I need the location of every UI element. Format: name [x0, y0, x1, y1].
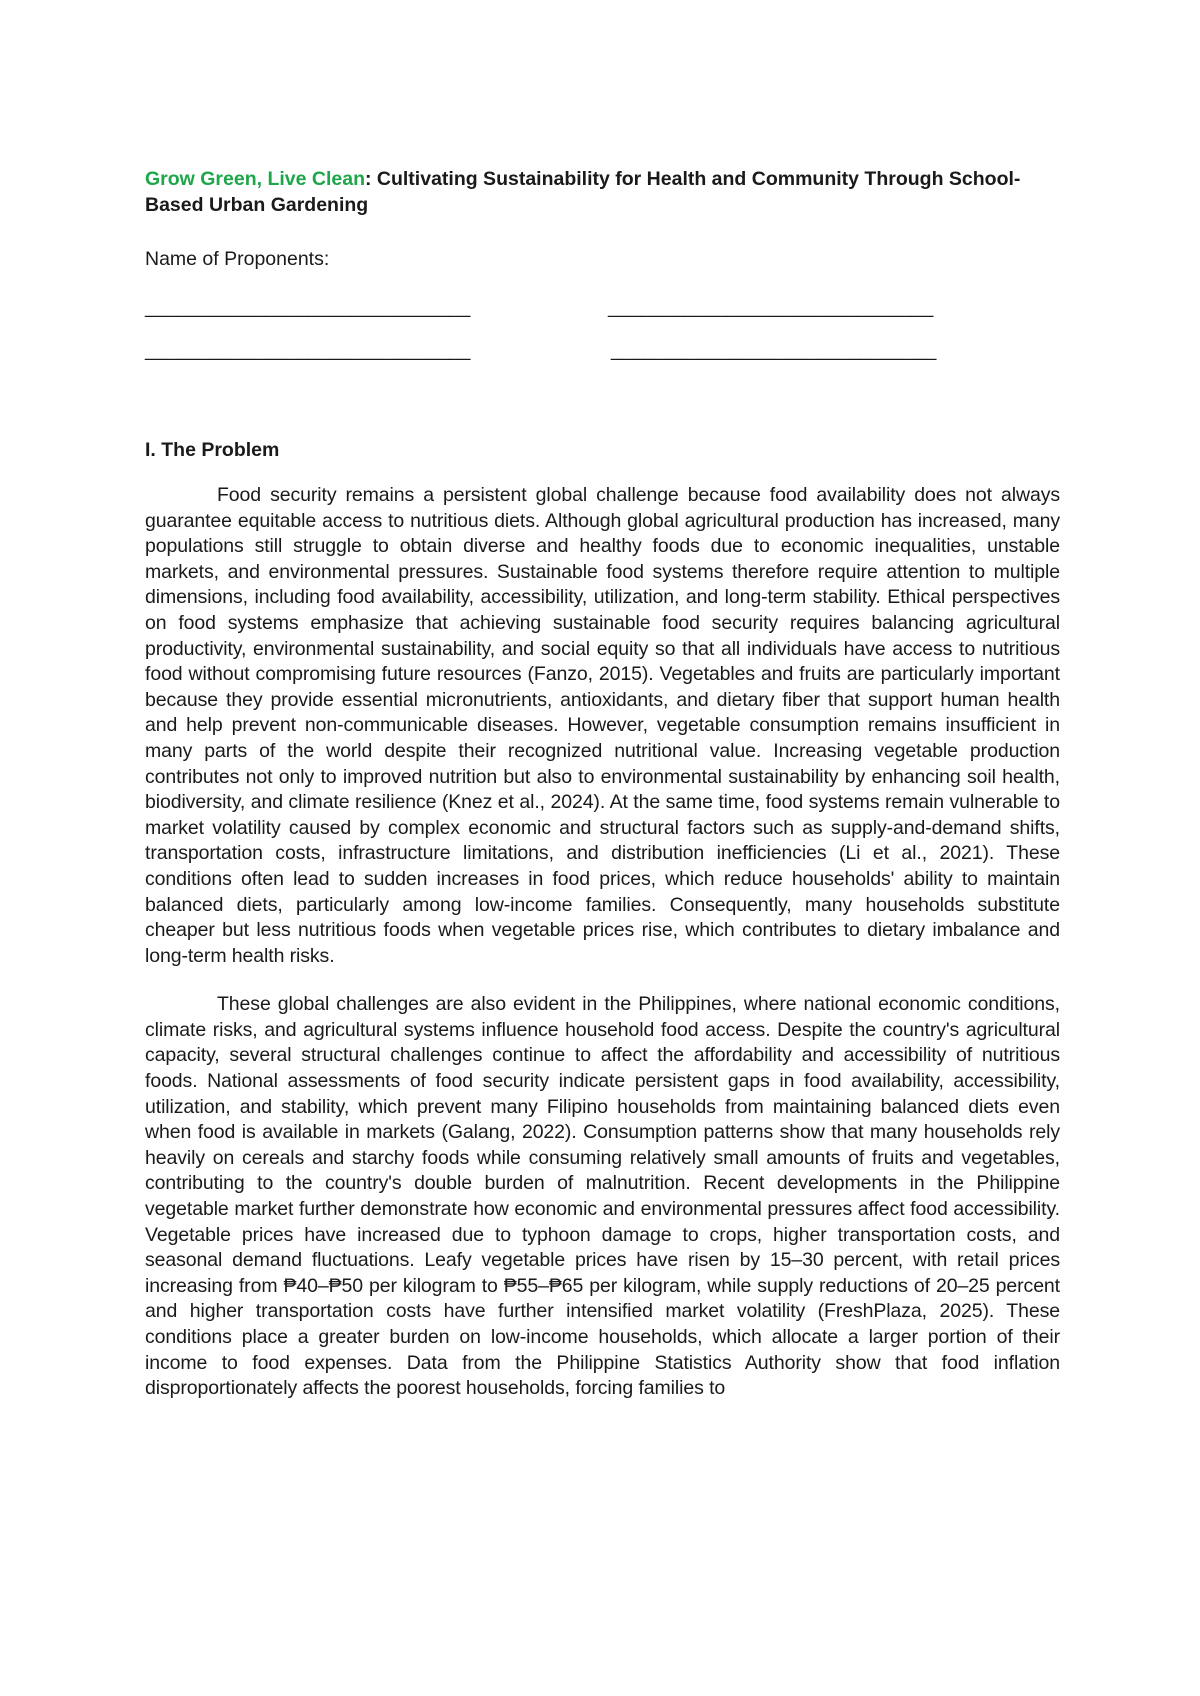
signature-line: ______________________________: [608, 296, 934, 318]
signature-line: ______________________________: [611, 339, 937, 361]
signature-row: [145, 337, 1060, 363]
proponents-label: Name of Proponents:: [145, 248, 330, 270]
section-heading: I. The Problem: [145, 439, 280, 461]
body-paragraph: Food security remains a persistent global challenge because food availability does not always guarantee equitable access to nutritious diets. Although global agricultural production has increased, many populations still struggle to obtain diverse and healthy foods due to economic inequalities, unstable markets, and environmental pressures. Sustainable food systems therefore require attention to multiple dimensions, including food availability, accessibility, utilization, and long-term stability. Ethical perspectives on food systems emphasize that achieving sustainable food security requires balancing agricultural productivity, environmental sustainability, and social equity so that all individuals have access to nutritious food without compromising future resources (Fanzo, 2015). Vegetables and fruits are particularly important because they provide essential micronutrients, antioxidants, and dietary fiber that support human health and help prevent non-communicable diseases. However, vegetable consumption remains insufficient in many parts of the world despite their recognized nutritional value. Increasing vegetable production contributes not only to improved nutrition but also to environmental sustainability by enhancing soil health, biodiversity, and climate resilience (Knez et al., 2024). At the same time, food systems remain vulnerable to market volatility caused by complex economic and structural factors such as supply-and-demand shifts, transportation costs, infrastructure limitations, and distribution inefficiencies (Li et al., 2021). These conditions often lead to sudden increases in food prices, which reduce households' ability to maintain balanced diets, particularly among low-income families. Consequently, many households substitute cheaper but less nutritious foods when vegetable prices rise, which contributes to dietary imbalance and long-term health risks.: [145, 484, 1060, 967]
document-page: [145, 166, 1060, 1402]
body-paragraph: These global challenges are also evident in the Philippines, where national economic conditions, climate risks, and agricultural systems influence household food access. Despite the country's agricultural capacity, several structural challenges continue to affect the affordability and accessibility of nutritious foods. National assessments of food security indicate persistent gaps in food availability, accessibility, utilization, and stability, which prevent many Filipino households from maintaining balanced diets even when food is available in markets (Galang, 2022). Consumption patterns show that many households rely heavily on cereals and starchy foods while consuming relatively small amounts of fruits and vegetables, contributing to the country's double burden of malnutrition. Recent developments in the Philippine vegetable market further demonstrate how economic and environmental pressures affect food accessibility. Vegetable prices have increased due to typhoon damage to crops, higher transportation costs, and seasonal demand fluctuations. Leafy vegetable prices have risen by 15–30 percent, with retail prices increasing from ₱40–₱50 per kilogram to ₱55–₱65 per kilogram, while supply reductions of 20–25 percent and higher transportation costs have further intensified market volatility (FreshPlaza, 2025). These conditions place a greater burden on low-income households, which allocate a larger portion of their income to food expenses. Data from the Philippine Statistics Authority show that food inflation disproportionately affects the poorest households, forcing families to: [145, 993, 1060, 1400]
signature-line: ______________________________: [145, 296, 471, 318]
title-accent: Grow Green, Live Clean: [145, 168, 365, 190]
signature-row: [145, 294, 1060, 320]
title-rest: : Cultivating Sustainability for Health and Community Through School-Based Urban Gardening: [145, 168, 1021, 216]
signature-line: ______________________________: [145, 339, 471, 361]
document-title: [145, 166, 1060, 218]
